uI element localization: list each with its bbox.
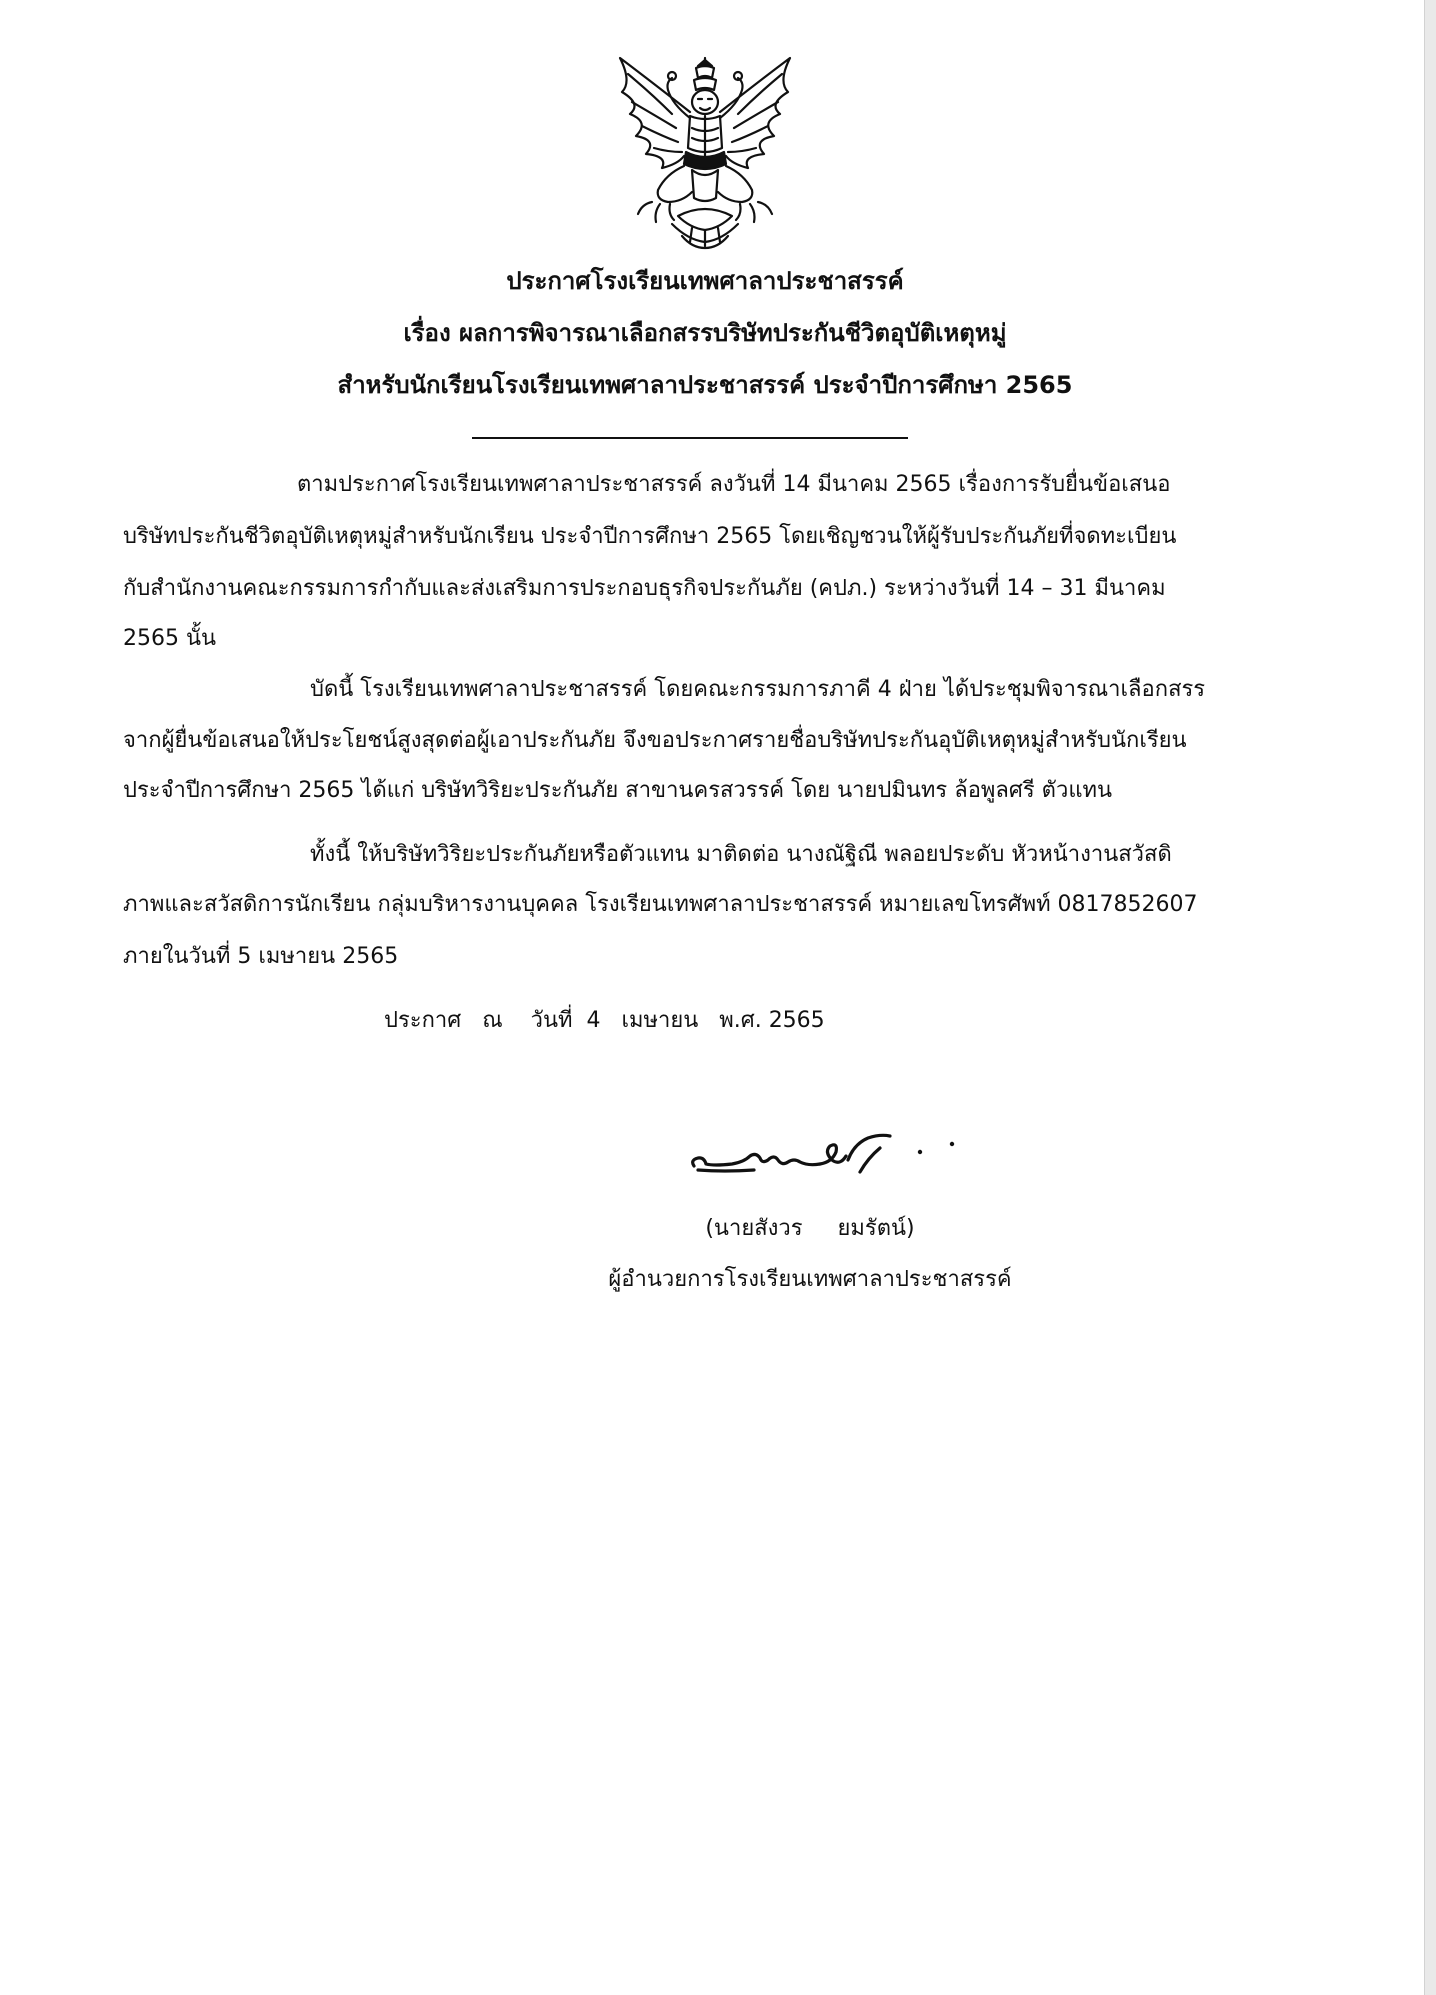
page-edge [1424,0,1436,1995]
paragraph-2-line-2: จากผู้ยื่นข้อเสนอให้ประโยชน์สูงสุดต่อผู้เอาประกันภัย จึงขอประกาศรายชื่อบริษัทประกันอุบัติเหตุหมู่สำหรับนักเรียน [123,728,1187,753]
garuda-emblem-icon [612,52,798,254]
announcement-title: ประกาศโรงเรียนเทพศาลาประชาสรรค์ [506,267,904,295]
paragraph-3-line-1: ทั้งนี้ ให้บริษัทวิริยะประกันภัยหรือตัวแทน มาติดต่อ นางณัฐิณี พลอยประดับ หัวหน้างานสวัสดิ [310,842,1172,867]
paragraph-3-line-3: ภายในวันที่ 5 เมษายน 2565 [123,944,399,969]
signatory-name: (นายสังวร ยมรัตน์) [705,1216,915,1241]
title-divider [472,437,908,439]
paragraph-1-line-4: 2565 นั้น [123,626,217,651]
paragraph-1-line-1: ตามประกาศโรงเรียนเทพศาลาประชาสรรค์ ลงวันที่ 14 มีนาคม 2565 เรื่องการรับยื่นข้อเสนอ [297,472,1171,497]
announcement-date: ประกาศ ณ วันที่ 4 เมษายน พ.ศ. 2565 [384,1008,825,1033]
paragraph-1-line-3: กับสำนักงานคณะกรรมการกำกับและส่งเสริมการประกอบธุรกิจประกันภัย (คปภ.) ระหว่างวันที่ 14 – 31 มีนาคม [123,576,1166,601]
paragraph-1-line-2: บริษัทประกันชีวิตอุบัติเหตุหมู่สำหรับนักเรียน ประจำปีการศึกษา 2565 โดยเชิญชวนให้ผู้รับประกันภัยที่จดทะเบียน [123,524,1177,549]
announcement-subject: เรื่อง ผลการพิจารณาเลือกสรรบริษัทประกันชีวิตอุบัติเหตุหมู่ [403,319,1007,347]
paragraph-2-line-1: บัดนี้ โรงเรียนเทพศาลาประชาสรรค์ โดยคณะกรรมการภาคี 4 ฝ่าย ได้ประชุมพิจารณาเลือกสรร [310,677,1206,702]
announcement-scope: สำหรับนักเรียนโรงเรียนเทพศาลาประชาสรรค์ ประจำปีการศึกษา 2565 [337,371,1073,399]
paragraph-3-line-2: ภาพและสวัสดิการนักเรียน กลุ่มบริหารงานบุคคล โรงเรียนเทพศาลาประชาสรรค์ หมายเลขโทรศัพท์ 0817852607 [123,892,1198,917]
handwritten-signature-icon [684,1126,984,1184]
signatory-position: ผู้อำนวยการโรงเรียนเทพศาลาประชาสรรค์ [608,1267,1012,1292]
paragraph-2-line-3: ประจำปีการศึกษา 2565 ได้แก่ บริษัทวิริยะประกันภัย สาขานครสวรรค์ โดย นายปมินทร ล้อพูลศรี ตัวแทน [123,778,1113,803]
